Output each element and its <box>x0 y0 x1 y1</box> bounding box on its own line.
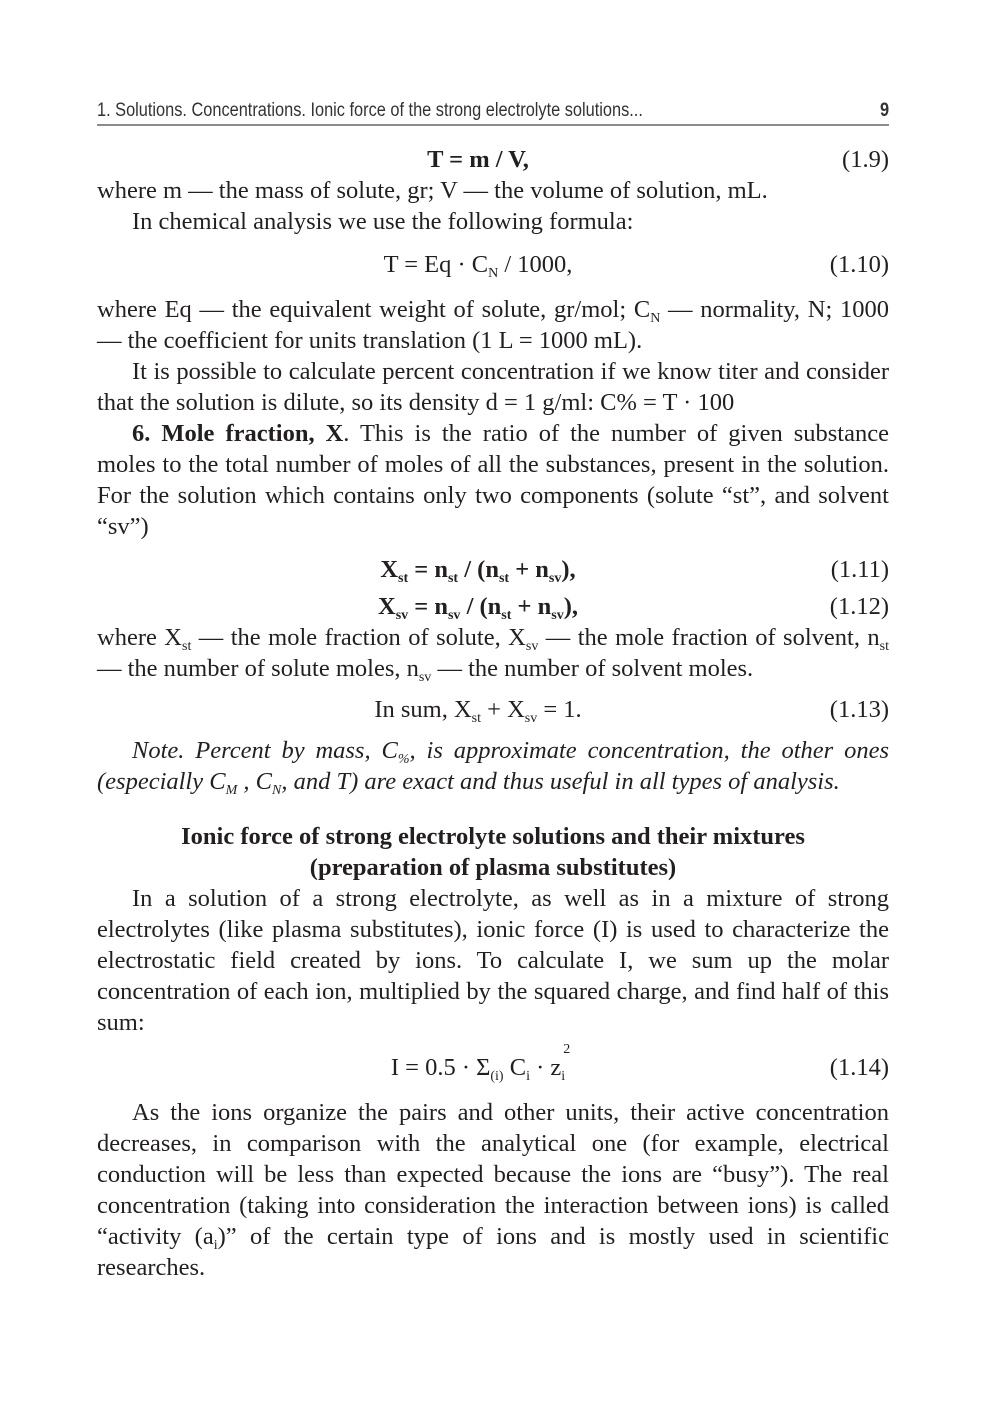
equation-number: (1.10) <box>829 251 889 278</box>
paragraph-mole-fraction-definitions <box>97 622 889 684</box>
expr-part: / (n <box>460 593 502 620</box>
subscript: sv <box>551 608 564 623</box>
subscript: sv <box>525 639 539 654</box>
page-number: 9 <box>879 100 890 121</box>
subscript: N <box>488 266 499 281</box>
expr-part: In sum, X <box>374 696 472 723</box>
running-title: 1. Solutions. Concentrations. Ionic force of the strong electrolyte solutions... <box>97 100 643 121</box>
page-body <box>97 144 889 1283</box>
paragraph-percent-concentration: It is possible to calculate percent concentration if we know titer and consider that the solution is dilute, so its density d = 1 g/ml: C% = T · 100 <box>97 358 889 416</box>
equation-1-13 <box>97 694 889 725</box>
expr-part: ), <box>561 556 576 583</box>
expr-part: + n <box>511 593 552 620</box>
paragraph-mole-fraction <box>97 418 889 542</box>
subscript: st <box>447 571 459 586</box>
expr-part: I = 0.5 · Σ <box>390 1054 491 1081</box>
text-part: , and T) are exact and thus useful in all types of analysis. <box>281 768 840 795</box>
subscript: % <box>397 752 410 767</box>
text-part: )” of the certain type of ions and is mostly used in scientific researches. <box>97 1223 889 1281</box>
expr-part: ), <box>563 593 578 620</box>
equation-1-11 <box>97 554 889 585</box>
expr-part: X <box>380 556 399 583</box>
subscript: sv <box>395 608 409 623</box>
running-header <box>97 92 889 122</box>
subscript: st <box>182 639 192 654</box>
expr-part: = n <box>408 556 448 583</box>
text-part: Note. Percent by mass, C <box>132 737 398 764</box>
equation-number: (1.13) <box>829 696 889 723</box>
subscript: sv <box>524 711 538 726</box>
equation-expression <box>97 1042 829 1084</box>
subscript: st <box>498 571 510 586</box>
expr-part: / 1000, <box>498 251 573 278</box>
expr-part: = n <box>408 593 448 620</box>
paragraph-mass-volume: where m — the mass of solute, gr; V — the volume of solution, mL. <box>97 177 768 204</box>
text-part: — the number of solvent moles. <box>431 655 754 682</box>
subscript: sv <box>418 670 432 685</box>
header-rule <box>97 124 889 126</box>
text-part: where Eq — the equivalent weight of solute, gr/mol; C <box>97 296 651 323</box>
expr-part: + X <box>481 696 525 723</box>
equation-number: (1.12) <box>829 593 889 620</box>
equation-expression <box>97 591 829 622</box>
paragraph-chemical-analysis: In chemical analysis we use the following formula: <box>132 208 634 235</box>
expr-part: T = Eq · C <box>383 251 489 278</box>
subscript: sv <box>447 608 461 623</box>
sub-superscript: 2 $_i$ <box>561 1042 571 1084</box>
subscript: N <box>271 783 282 798</box>
text-part: , C <box>237 768 272 795</box>
section-heading <box>97 821 889 883</box>
subscript: N <box>650 311 661 326</box>
paragraph-activity <box>97 1097 889 1283</box>
text-part: — normality, N; 1000 — the coefficient for units translation (1 L = 1000 mL). <box>97 296 889 354</box>
text-part: — the number of solute moles, n <box>97 655 419 682</box>
text-part: As the ions organize the pairs and other units, their active concentration decreases, in comparison with the analytical one (for example, electrical conduction will be less than expected because the ions are “busy”). The real concentration (taking into consideration the interaction between ions) is called “activity (a <box>97 1099 889 1250</box>
equation-1-12 <box>97 591 889 622</box>
equation-expression <box>97 694 829 725</box>
subscript: sv <box>548 571 562 586</box>
text-part: — the mole fraction of solvent, n <box>538 624 880 651</box>
term-heading: 6. Mole fraction, X <box>132 420 344 447</box>
text-part: — the mole fraction of solute, X <box>191 624 526 651</box>
note-paragraph <box>97 735 889 797</box>
equation-expression <box>97 249 829 280</box>
subscript: st <box>501 608 512 623</box>
equation-1-14 <box>97 1042 889 1084</box>
expr-part: C <box>503 1054 527 1081</box>
equation-1-9 <box>97 144 889 175</box>
expr-part: X <box>377 593 396 620</box>
paragraph-equivalent-weight <box>97 294 889 356</box>
equation-expression: T = m / V, <box>427 146 529 173</box>
expr-part: · z <box>529 1054 562 1081</box>
paragraph-ionic-force: In a solution of a strong electrolyte, as well as in a mixture of strong electrolytes (like plasma substitutes), ionic force (I) is used to characterize the electrostatic field created by ions. To calculate I, we sum up the molar concentration of each ion, multiplied by the squared charge, and find half of this sum: <box>97 885 889 1036</box>
expr-part: / (n <box>458 556 499 583</box>
expr-part: + n <box>509 556 549 583</box>
equation-expression <box>97 554 829 585</box>
subscript: i <box>526 1069 530 1084</box>
section-heading-line-1: Ionic force of strong electrolyte solutions and their mixtures <box>181 823 805 850</box>
equation-number: (1.14) <box>829 1054 889 1081</box>
expr-part: = 1. <box>537 696 582 723</box>
equation-number: (1.9) <box>842 146 889 173</box>
subscript: i <box>213 1238 218 1253</box>
text-part: . This is the ratio of the number of given substance moles to the total number of moles of all the substances, present in the solution. For the solution which contains only two components (solute “st”, and solvent “sv”) <box>97 420 889 540</box>
subscript: (i) <box>490 1069 504 1084</box>
equation-1-10 <box>97 249 889 280</box>
subscript: st <box>471 711 481 726</box>
text-part: , is approximate concentration, the other ones (especially C <box>97 737 889 795</box>
text-part: where X <box>97 624 182 651</box>
section-heading-line-2: (preparation of plasma substitutes) <box>309 854 677 881</box>
subscript: st <box>879 639 889 654</box>
subscript: i <box>561 1069 566 1084</box>
equation-number: (1.11) <box>830 556 889 583</box>
subscript: st <box>398 571 409 586</box>
subscript: M <box>225 783 238 798</box>
